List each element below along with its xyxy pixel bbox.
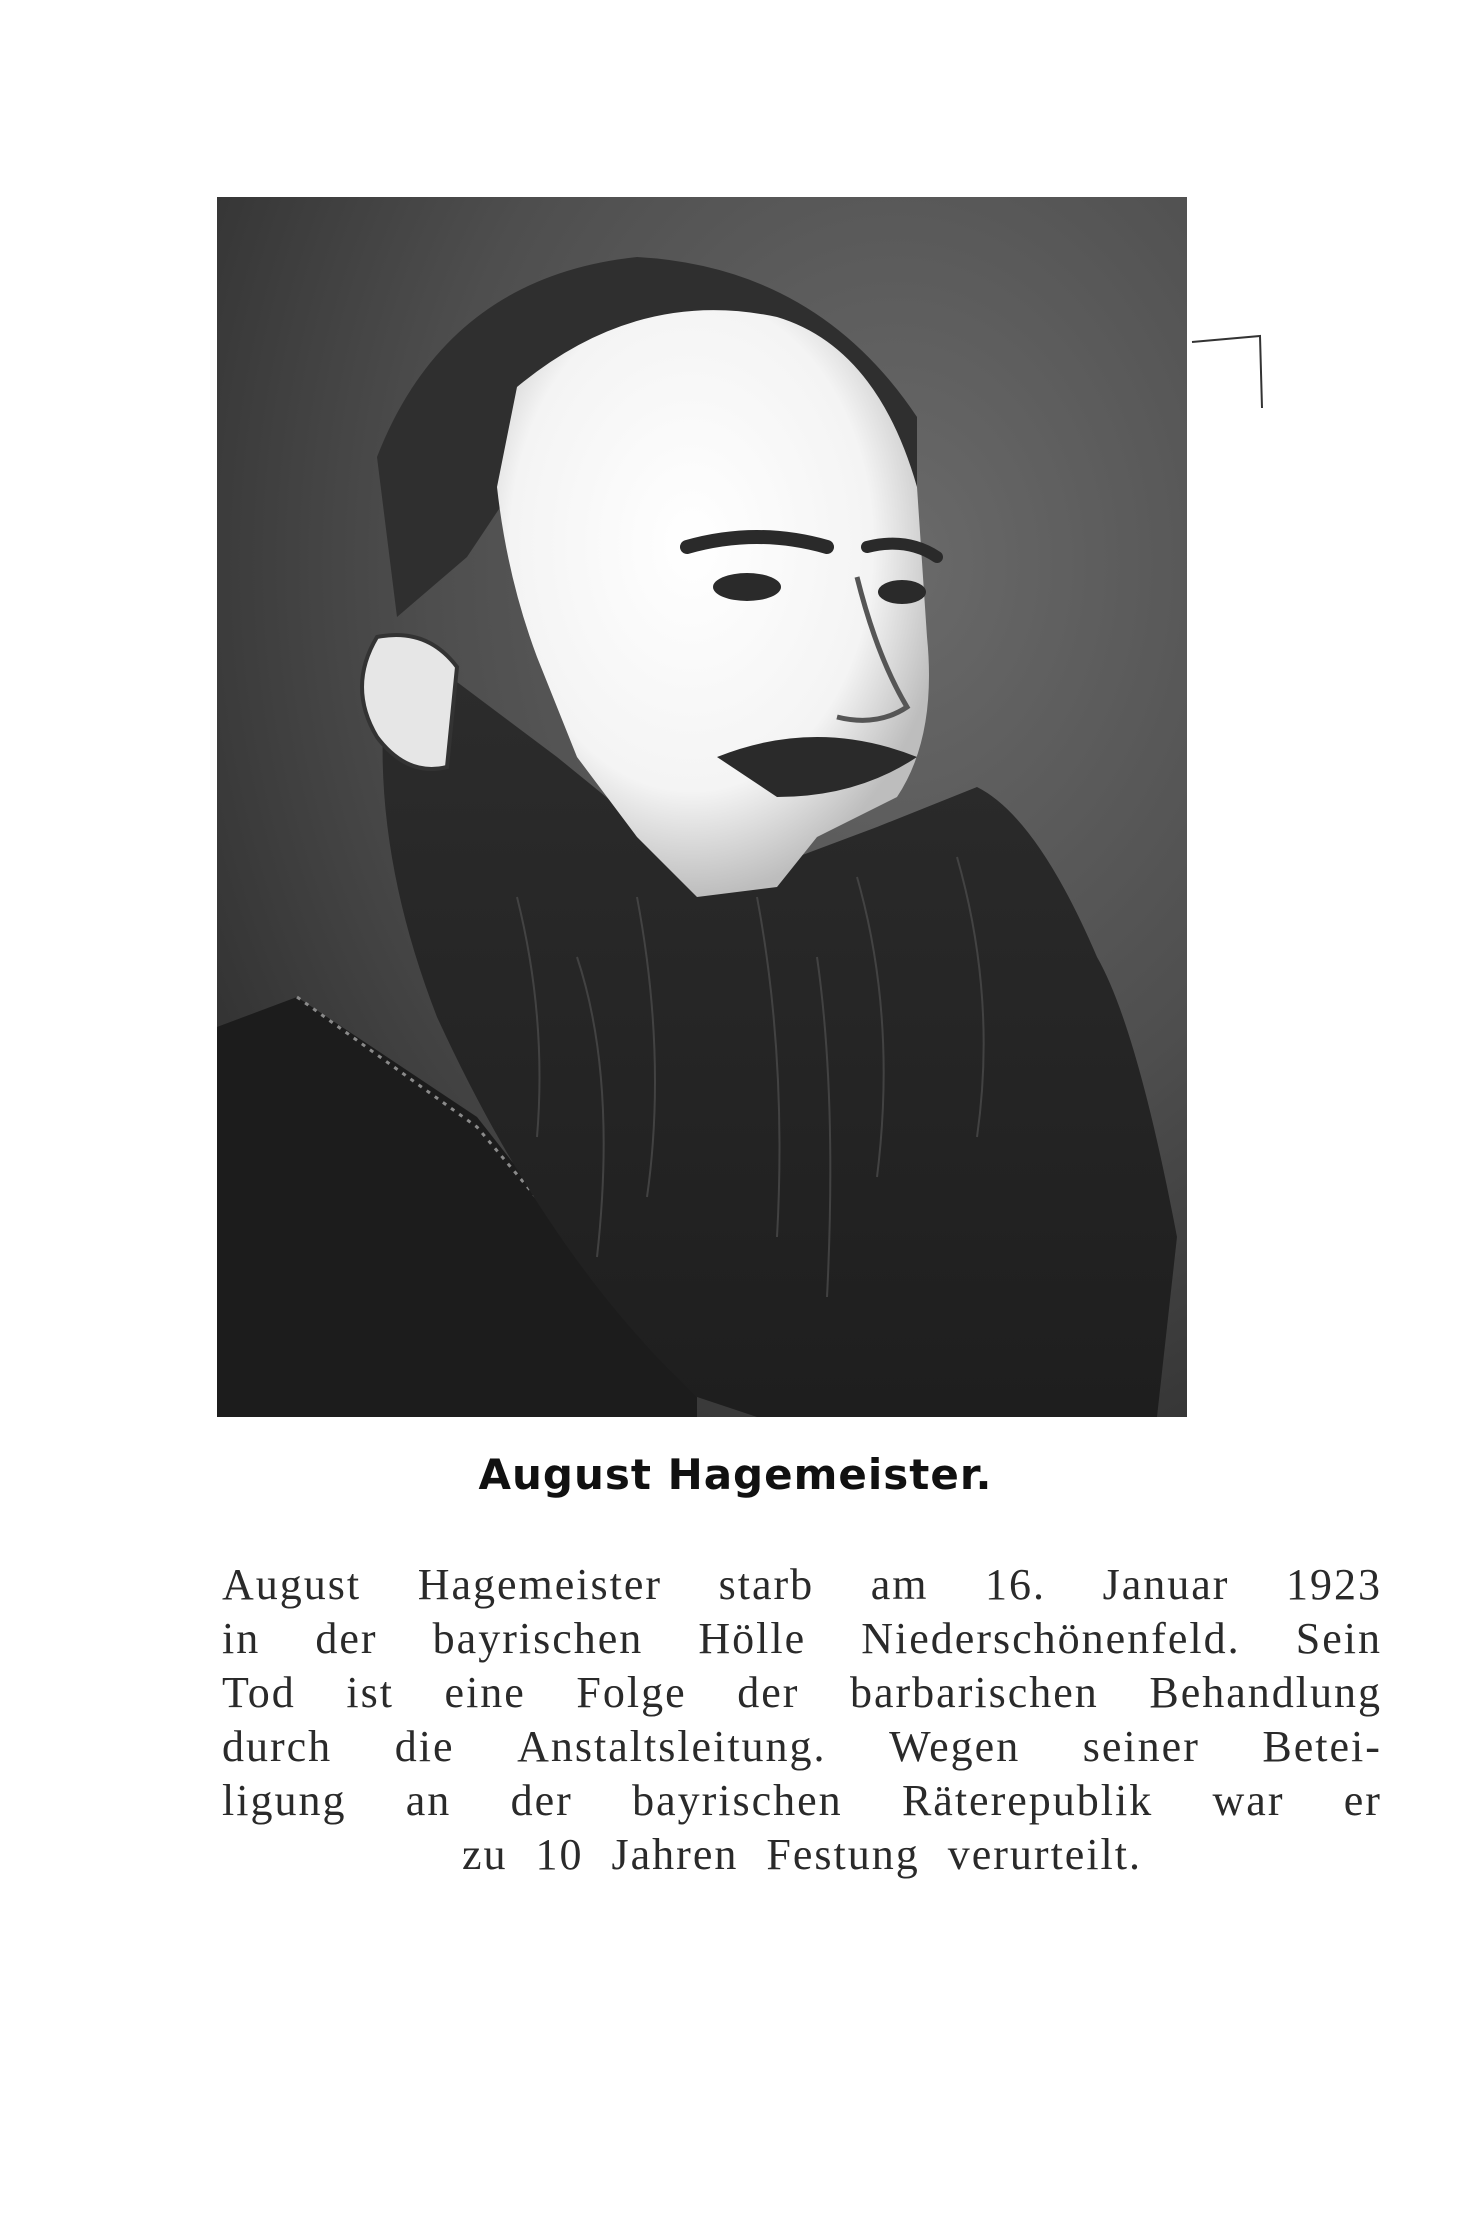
caption-word: Niederschönenfeld. [861,1614,1241,1663]
portrait-photograph [217,197,1187,1417]
caption-line [222,1720,1382,1774]
caption-word: Festung [766,1830,920,1879]
caption-word: seiner [1082,1722,1200,1771]
caption-word: eine [444,1668,526,1717]
caption-word: barbarischen [850,1668,1099,1717]
caption-word: Hölle [698,1614,807,1663]
caption-word: Januar [1102,1560,1230,1609]
caption-word: Räterepublik [901,1776,1154,1825]
caption-body [222,1558,1382,1882]
caption-line [222,1558,1382,1612]
caption-line [222,1828,1382,1882]
caption-word: war [1212,1776,1285,1825]
caption-line [222,1774,1382,1828]
crop-corner-mark [1190,322,1272,412]
caption-word: die [394,1722,455,1771]
caption-word: 1923 [1285,1560,1382,1609]
caption-word: durch [222,1722,333,1771]
caption-word: 16. [985,1560,1047,1609]
caption-word: ist [346,1668,394,1717]
caption-line [222,1666,1382,1720]
caption-word: der [737,1668,800,1717]
caption-word: der [510,1776,573,1825]
caption-word: zu [462,1830,508,1879]
caption-word: der [315,1614,378,1663]
caption-word: Jahren [611,1830,739,1879]
caption-word: er [1343,1776,1382,1825]
caption-word: am [870,1560,929,1609]
caption-title: August Hagemeister. [478,1450,993,1499]
caption-word: Hagemeister [417,1560,663,1609]
caption-word: Behandlung [1149,1668,1382,1717]
caption-word: an [405,1776,452,1825]
caption-word: Sein [1295,1614,1382,1663]
caption-word: bayrischen [632,1776,843,1825]
caption-word: bayrischen [432,1614,644,1663]
caption-word: Folge [576,1668,687,1717]
caption-word: Wegen [889,1722,1021,1771]
caption-word: starb [718,1560,815,1609]
caption-word: in [222,1614,261,1663]
caption-word: ligung [222,1776,347,1825]
caption-line [222,1612,1382,1666]
caption-word: August [222,1560,362,1609]
caption-word: Anstaltsleitung. [517,1722,827,1771]
caption-word: Tod [222,1668,296,1717]
caption-word: Betei- [1262,1722,1382,1771]
caption-word: verurteilt. [947,1830,1142,1879]
caption-word: 10 [535,1830,584,1879]
